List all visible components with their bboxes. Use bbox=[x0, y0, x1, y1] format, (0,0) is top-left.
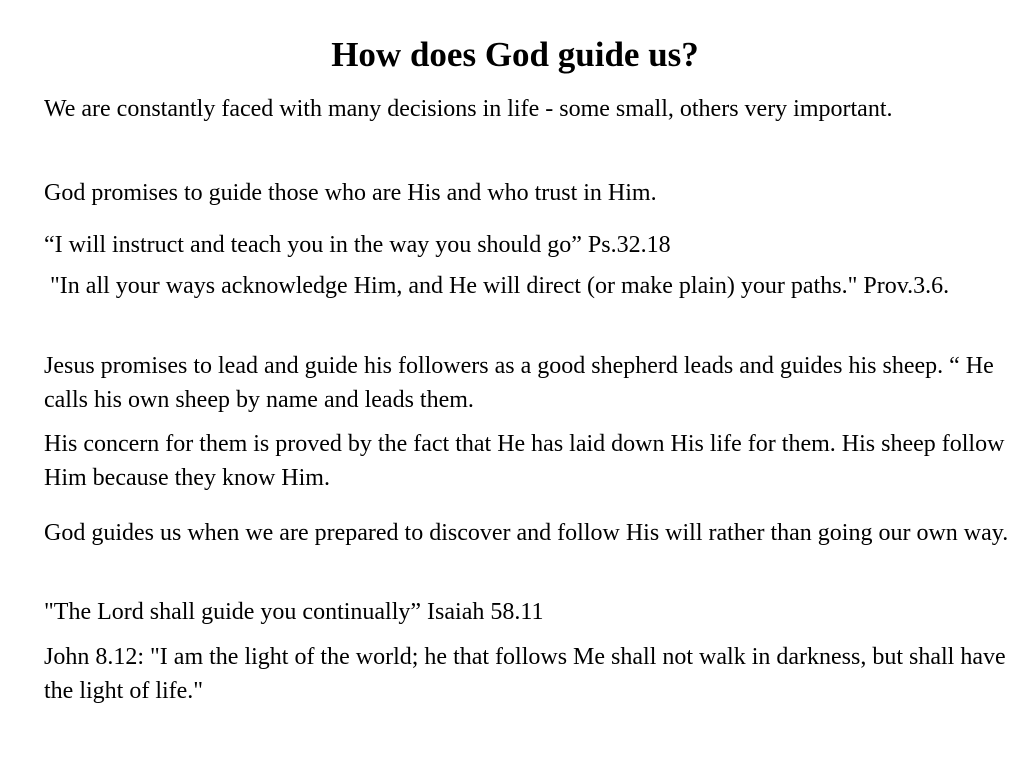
slide-title: How does God guide us? bbox=[331, 35, 699, 74]
paragraph-god-guides-us: God guides us when we are prepared to discover and follow His will rather than going our own way. bbox=[44, 520, 1009, 546]
quote-proverbs-3: "In all your ways acknowledge Him, and He will direct (or make plain) your paths." Prov.3.6. bbox=[44, 273, 950, 299]
paragraph-good-shepherd: Jesus promises to lead and guide his followers as a good shepherd leads and guides his sheep. “ He calls his own sheep by name and leads them. bbox=[44, 353, 994, 413]
quote-isaiah-58: "The Lord shall guide you continually” Isaiah 58.11 bbox=[44, 599, 544, 625]
paragraph-decisions: We are constantly faced with many decisions in life - some small, others very important. bbox=[44, 96, 893, 122]
paragraph-his-concern: His concern for them is proved by the fact that He has laid down His life for them. His sheep follow Him because they know Him. bbox=[44, 431, 1005, 491]
paragraph-god-promises: God promises to guide those who are His and who trust in Him. bbox=[44, 180, 657, 206]
quote-john-8: John 8.12: "I am the light of the world; he that follows Me shall not walk in darkness, but shall have the light of life." bbox=[44, 644, 1006, 704]
quote-psalm-32: “I will instruct and teach you in the way you should go” Ps.32.18 bbox=[44, 232, 671, 258]
